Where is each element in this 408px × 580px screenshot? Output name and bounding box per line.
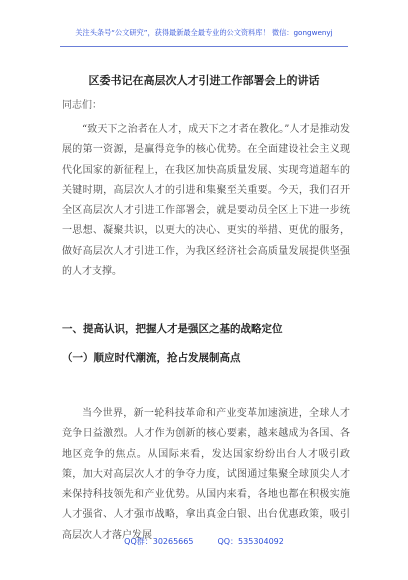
footer-contact <box>0 536 408 547</box>
paragraph-intro: “致天下之治者在人才，成天下之才者在教化。”人才是推动发展的第一资源，是赢得竞争的核心优势。在全面建设社会主义现代化国家的新征程上，在我区加快高质量发展、实现弯道超车的关键时期，高层次人才的引进和集聚至关重要。今天，我们召开全区高层次人才引进工作部署会，就是要动员全区上下进一步统一思想、凝聚共识，以更大的决心、更实的举措、更优的服务，做好高层次人才引进工作，为我区经济社会高质量发展提供坚强的人才支撑。 <box>62 124 350 278</box>
header-banner: 关注头条号“公文研究”，获得最新最全最专业的公文资料库！ 微信：gongwenyj <box>75 28 333 37</box>
footer-qq-group: QQ群：30265665 <box>124 537 194 546</box>
salutation: 同志们： <box>62 100 102 111</box>
paragraph-body: 当今世界，新一轮科技革命和产业变革加速演进，全球人才竞争日益激烈。人才作为创新的核心要素，越来越成为各国、各地区竞争的焦点。从国际来看，发达国家纷纷出台人才吸引政策，加大对高层次人才的争夺力度，试图通过集聚全球顶尖人才来保持科技领先和产业优势。从国内来看，各地也都在积极实施人才强省、人才强市战略，拿出真金白银、出台优惠政策，吸引高层次人才落户发展 <box>62 408 350 541</box>
footer-qq: QQ：535304092 <box>217 537 284 546</box>
header-divider <box>60 46 348 47</box>
section-heading-1: 一、提高认识，把握人才是强区之基的战略定位 <box>62 323 283 335</box>
document-title: 区委书记在高层次人才引进工作部署会上的讲话 <box>88 74 320 87</box>
subsection-heading-1: （一）顺应时代潮流，抢占发展制高点 <box>62 352 241 364</box>
